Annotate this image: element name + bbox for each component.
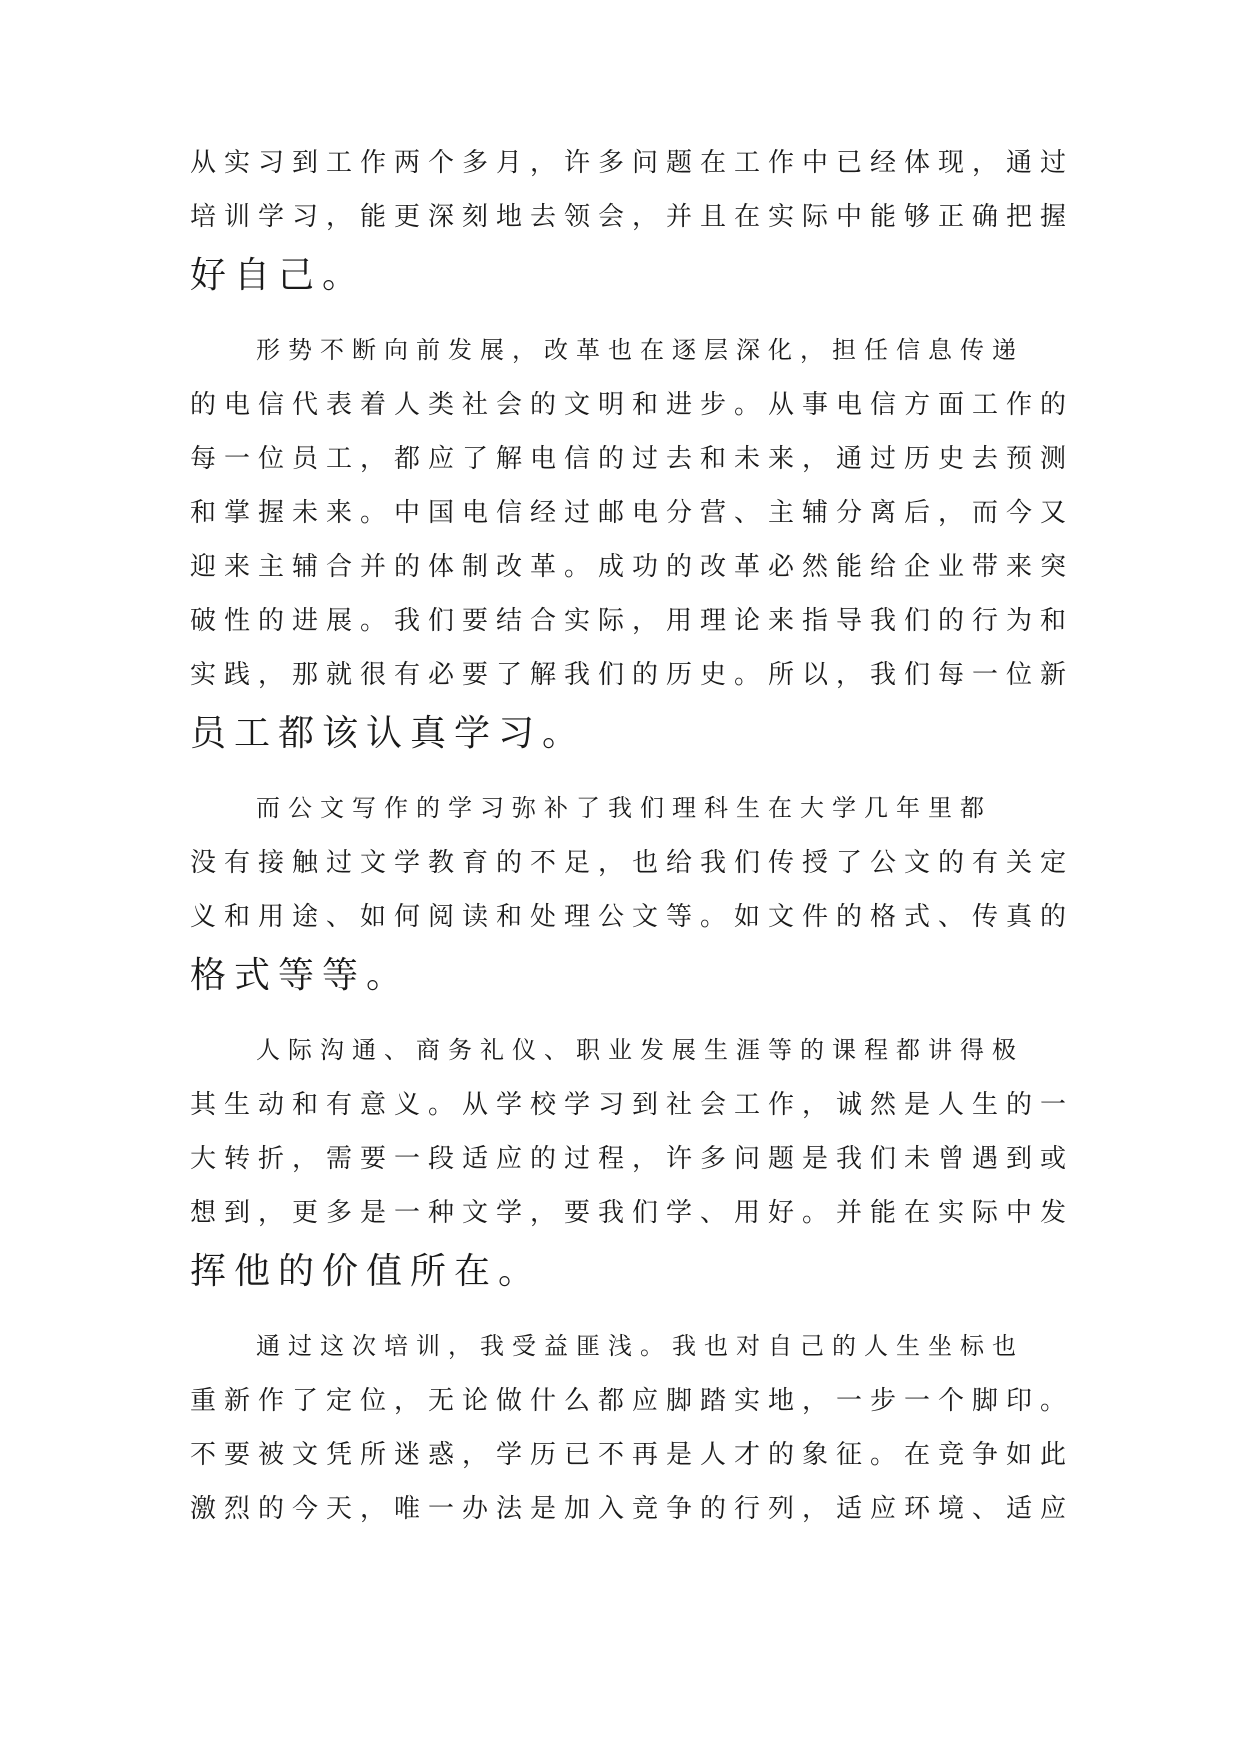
text-line: 大转折，需要一段适应的过程，许多问题是我们未曾遇到或 — [190, 1144, 1075, 1174]
text-line: 人际沟通、商务礼仪、职业发展生涯等的课程都讲得极 — [256, 1036, 1024, 1064]
text-line: 重新作了定位，无论做什么都应脚踏实地，一步一个脚印。 — [190, 1386, 1075, 1416]
text-line: 破性的进展。我们要结合实际，用理论来指导我们的行为和 — [190, 606, 1075, 636]
text-line: 而公文写作的学习弥补了我们理科生在大学几年里都 — [256, 794, 992, 822]
text-line: 格式等等。 — [190, 955, 411, 996]
text-line: 形势不断向前发展，改革也在逐层深化，担任信息传递 — [256, 336, 1024, 364]
text-line: 培训学习，能更深刻地去领会，并且在实际中能够正确把握 — [190, 202, 1075, 232]
text-line: 员工都该认真学习。 — [190, 713, 587, 754]
text-line: 挥他的价值所在。 — [190, 1251, 543, 1292]
text-line: 从实习到工作两个多月，许多问题在工作中已经体现，通过 — [190, 148, 1075, 178]
text-line: 实践，那就很有必要了解我们的历史。所以，我们每一位新 — [190, 660, 1075, 690]
text-line: 义和用途、如何阅读和处理公文等。如文件的格式、传真的 — [190, 902, 1075, 932]
text-line: 通过这次培训，我受益匪浅。我也对自己的人生坐标也 — [256, 1332, 1024, 1360]
text-line: 和掌握未来。中国电信经过邮电分营、主辅分离后，而今又 — [190, 498, 1075, 528]
text-line: 想到，更多是一种文学，要我们学、用好。并能在实际中发 — [190, 1198, 1075, 1228]
text-line: 其生动和有意义。从学校学习到社会工作，诚然是人生的一 — [190, 1090, 1075, 1120]
text-line: 激烈的今天，唯一办法是加入竞争的行列，适应环境、适应 — [190, 1494, 1075, 1524]
text-line: 没有接触过文学教育的不足，也给我们传授了公文的有关定 — [190, 848, 1075, 878]
text-line: 每一位员工，都应了解电信的过去和未来，通过历史去预测 — [190, 444, 1075, 474]
text-line: 迎来主辅合并的体制改革。成功的改革必然能给企业带来突 — [190, 552, 1075, 582]
text-line: 好自己。 — [190, 255, 367, 296]
text-line: 不要被文凭所迷惑，学历已不再是人才的象征。在竞争如此 — [190, 1440, 1075, 1470]
text-line: 的电信代表着人类社会的文明和进步。从事电信方面工作的 — [190, 390, 1075, 420]
